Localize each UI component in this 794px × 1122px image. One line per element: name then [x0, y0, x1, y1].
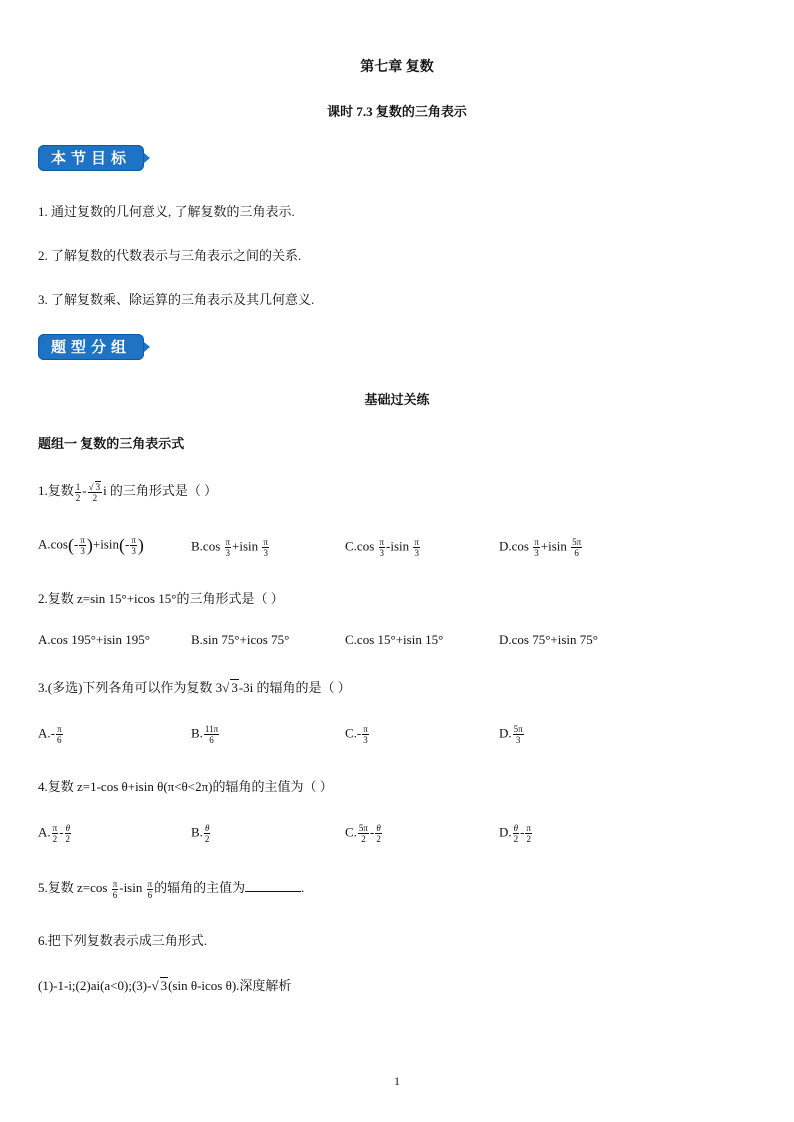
q1-option-a[interactable]: A.cos(- $\frac{\pi}{3}$ )+isin(- $\frac{\pi}{3}$ ) — [38, 535, 144, 556]
answer-blank[interactable] — [245, 879, 301, 892]
question-4: 4.复数 z=1-cos θ+isin θ(π<θ<2π)的辐角的主值为（ ） — [38, 779, 333, 794]
q3-option-d[interactable]: D. $\frac{5\pi}{3}$ — [499, 724, 523, 745]
q4-option-a[interactable]: A. $\frac{\pi}{2}$ - $\frac{\theta}{2}$ — [38, 823, 71, 844]
group-title: 题组一 复数的三角表示式 — [38, 436, 185, 451]
objective-item: 2. 了解复数的代数表示与三角表示之间的关系. — [38, 248, 302, 263]
lesson-title: 课时 7.3 复数的三角表示 — [327, 104, 467, 119]
objectives-badge: 本节目标 — [38, 145, 144, 171]
objective-item: 3. 了解复数乘、除运算的三角表示及其几何意义. — [38, 292, 315, 307]
q4-option-b[interactable]: B. $\frac{\theta}{2}$ — [191, 823, 210, 844]
q4-option-d[interactable]: D. $\frac{\theta}{2}$ - $\frac{\pi}{2}$ — [499, 823, 532, 844]
q4-option-c[interactable]: C. $\frac{5\pi}{2}$ - $\frac{\theta}{2}$ — [345, 823, 381, 844]
page-number: 1 — [394, 1074, 400, 1088]
q2-option-a[interactable]: A.cos 195°+isin 195° — [38, 632, 150, 647]
q2-option-b[interactable]: B.sin 75°+icos 75° — [191, 632, 290, 647]
question-5: 5.复数 z=cos $\frac{\pi}{6}$ -isin $\frac{\pi}{6}$ 的辐角的主值为 . — [38, 878, 305, 900]
question-1: 1.复数 $\frac{1}{2}$ - $\frac{√ 3}{2}$ i 的三角形式是（ ） — [38, 481, 218, 503]
q1-option-d[interactable]: D.cos $\frac{\pi}{3}$ +isin $\frac{5\pi}{6}$ — [499, 537, 582, 558]
q2-option-d[interactable]: D.cos 75°+isin 75° — [499, 632, 598, 647]
section-title: 基础过关练 — [364, 392, 430, 407]
groups-badge: 题型分组 — [38, 334, 144, 360]
q2-option-c[interactable]: C.cos 15°+isin 15° — [345, 632, 444, 647]
q3-option-a[interactable]: A.- $\frac{\pi}{6}$ — [38, 724, 62, 745]
q1-option-b[interactable]: B.cos $\frac{\pi}{3}$ +isin $\frac{\pi}{3}$ — [191, 537, 268, 558]
q1-option-c[interactable]: C.cos $\frac{\pi}{3}$ -isin $\frac{\pi}{3}$ — [345, 537, 419, 558]
objective-item: 1. 通过复数的几何意义, 了解复数的三角表示. — [38, 204, 295, 219]
question-2: 2.复数 z=sin 15°+icos 15°的三角形式是（ ） — [38, 591, 284, 606]
question-6-items: (1)-1-i;(2)ai(a<0);(3)-√ 3(sin θ-icos θ).深度解析 — [38, 978, 292, 993]
question-6: 6.把下列复数表示成三角形式. — [38, 933, 208, 948]
q3-option-c[interactable]: C.- $\frac{\pi}{3}$ — [345, 724, 368, 745]
chapter-title: 第七章 复数 — [360, 60, 434, 75]
q3-option-b[interactable]: B. $\frac{11\pi}{6}$ — [191, 724, 219, 745]
question-3: 3.(多选)下列各角可以作为复数 3√ 3-3i 的辐角的是（ ） — [38, 680, 351, 695]
